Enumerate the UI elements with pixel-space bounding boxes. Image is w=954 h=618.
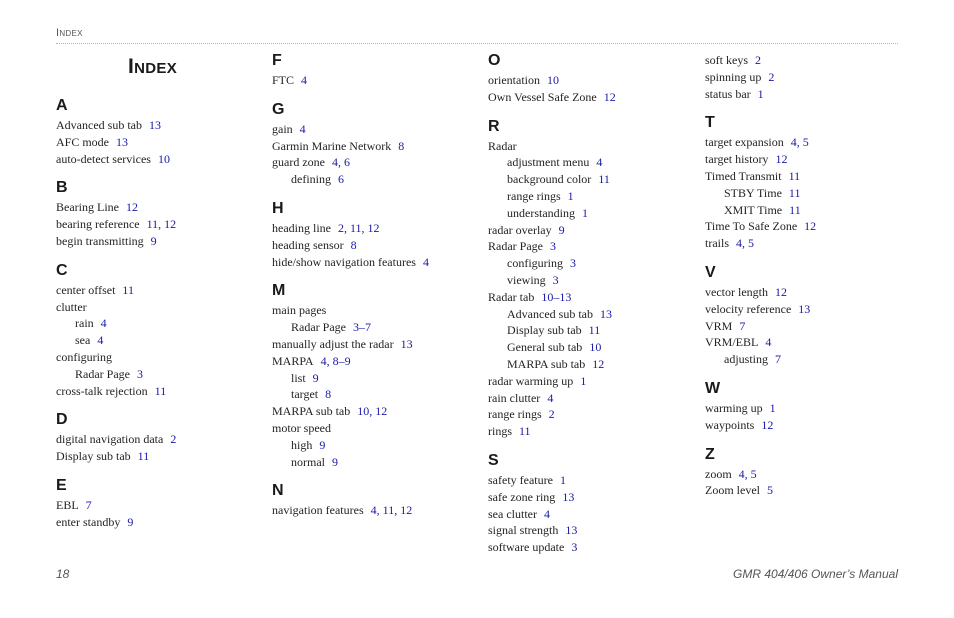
index-entry <box>272 155 350 169</box>
index-entry <box>705 319 745 333</box>
entry-term: safety feature <box>488 473 553 487</box>
page-reference-link[interactable]: 8 <box>350 237 357 252</box>
index-entry <box>705 401 776 415</box>
section-letter-e: E <box>56 477 67 494</box>
entry-term: manually adjust the radar <box>272 337 394 351</box>
entry-term: trails <box>705 236 729 251</box>
entry-term: Display sub tab <box>507 323 582 338</box>
page-reference-link[interactable]: 11 <box>122 282 134 297</box>
entry-term: orientation <box>488 73 540 87</box>
index-entry <box>56 135 128 149</box>
index-entry <box>488 540 577 554</box>
entry-term: safe zone ring <box>488 489 556 504</box>
page-title: Index <box>128 55 178 78</box>
entry-term: begin transmitting <box>56 234 144 248</box>
page-reference-link[interactable]: 8 <box>325 387 332 402</box>
index-entry <box>705 335 771 349</box>
entry-term: adjusting <box>724 352 768 367</box>
page-reference-link[interactable]: 6 <box>338 172 344 187</box>
page-reference-link[interactable]: 12 <box>125 200 138 215</box>
index-entry <box>56 432 176 446</box>
entry-term: guard zone <box>272 155 325 170</box>
page-reference-link[interactable]: 5 <box>766 483 773 498</box>
index-subentry <box>272 387 331 401</box>
entry-term: defining <box>291 172 331 187</box>
index-entry <box>705 53 761 67</box>
index-entry <box>56 152 170 166</box>
entry-term: digital navigation data <box>56 432 164 447</box>
index-entry <box>488 507 550 521</box>
entry-term: EBL <box>56 498 79 512</box>
page-reference-link[interactable]: 13 <box>148 118 161 132</box>
page-reference-link[interactable]: 3 <box>571 540 578 555</box>
index-subentry <box>488 206 588 220</box>
index-entry <box>272 73 307 87</box>
index-entry <box>56 118 161 132</box>
page-reference-link[interactable]: 4 <box>765 335 772 350</box>
index-entry <box>56 217 176 231</box>
index-entry <box>272 303 326 317</box>
index-entry <box>488 290 571 304</box>
entry-term: enter standby <box>56 514 121 529</box>
page-reference-link[interactable]: 12 <box>603 89 616 104</box>
entry-term: Timed Transmit <box>705 169 782 183</box>
section-letter-d: D <box>56 411 68 429</box>
page-reference-link[interactable]: 12 <box>774 285 787 299</box>
index-entry <box>705 483 773 497</box>
index-entry <box>488 490 574 504</box>
page-reference-link[interactable]: 4 <box>596 155 603 170</box>
index-entry <box>705 152 787 166</box>
index-entry <box>488 407 555 421</box>
section-letter-b: B <box>56 179 68 197</box>
section-letter-c: C <box>56 261 68 279</box>
page-reference-link[interactable]: 13 <box>400 337 413 351</box>
index-entry <box>705 70 774 84</box>
page-reference-link[interactable]: 9 <box>150 234 157 248</box>
page-reference-link[interactable]: 9 <box>558 222 565 237</box>
page-reference-link[interactable]: 11 <box>519 424 531 439</box>
page-reference-link[interactable]: 13 <box>599 306 612 321</box>
index-entry <box>488 73 559 87</box>
page-reference-link[interactable]: 8 <box>398 138 405 153</box>
entry-term: STBY Time <box>724 185 782 200</box>
section-letter-n: N <box>272 482 284 500</box>
index-subentry <box>272 320 371 334</box>
page-reference-link[interactable]: 10–13 <box>541 289 572 304</box>
index-entry <box>488 139 517 153</box>
index-subentry <box>488 172 610 186</box>
page-reference-link[interactable]: 12 <box>592 357 605 371</box>
entry-term: radar warming up <box>488 373 574 388</box>
page-reference-link[interactable]: 4 <box>97 333 104 348</box>
entry-term: configuring <box>56 350 112 364</box>
entry-term: waypoints <box>705 417 755 432</box>
entry-term: rain <box>75 316 94 331</box>
index-entry <box>705 219 816 233</box>
index-subentry <box>56 333 103 347</box>
page-reference-link[interactable]: 12 <box>804 219 817 234</box>
entry-term: rings <box>488 424 512 439</box>
index-entry <box>272 238 357 252</box>
entry-term: FTC <box>272 73 295 87</box>
entry-term: Radar Page <box>75 366 130 381</box>
page-reference-link[interactable]: 4 <box>422 254 429 269</box>
entry-term: rain clutter <box>488 390 541 405</box>
page-reference-link[interactable]: 4, 5 <box>790 135 809 150</box>
entry-term: MARPA <box>272 353 314 368</box>
page-reference-link[interactable]: 2 <box>755 53 761 67</box>
page-reference-link[interactable]: 4 <box>543 506 550 521</box>
section-letter-f: F <box>272 52 282 69</box>
page-reference-link[interactable]: 11, 12 <box>146 217 177 232</box>
page-reference-link[interactable]: 7 <box>775 352 781 367</box>
entry-term: auto-detect services <box>56 151 151 166</box>
page-reference-link[interactable]: 7 <box>739 318 746 333</box>
entry-term: VRM/EBL <box>705 335 759 350</box>
entry-term: clutter <box>56 299 87 314</box>
index-entry <box>705 285 787 299</box>
section-letter-w: W <box>705 380 721 397</box>
index-subentry <box>488 155 602 169</box>
entry-term: high <box>291 437 313 452</box>
page-reference-link[interactable]: 13 <box>562 489 575 504</box>
index-subentry <box>272 455 338 469</box>
entry-term: Advanced sub tab <box>507 306 593 321</box>
index-subentry <box>488 323 600 337</box>
entry-term: signal strength <box>488 523 559 538</box>
index-entry <box>272 139 404 153</box>
section-letter-o: O <box>488 52 501 69</box>
entry-term: sea <box>75 333 91 348</box>
entry-term: list <box>291 370 306 385</box>
index-subentry <box>488 357 604 371</box>
page-reference-link[interactable]: 11 <box>788 185 801 200</box>
entry-term: Advanced sub tab <box>56 118 142 132</box>
index-entry <box>705 467 757 481</box>
page-reference-link[interactable]: 1 <box>567 189 574 203</box>
entry-term: soft keys <box>705 53 748 67</box>
entry-term: viewing <box>507 273 546 287</box>
section-letter-a: A <box>56 97 68 114</box>
entry-term: Garmin Marine Network <box>272 138 392 153</box>
page-reference-link[interactable]: 2 <box>768 69 775 84</box>
entry-term: heading sensor <box>272 237 344 252</box>
index-entry <box>56 498 92 512</box>
page-reference-link[interactable]: 12 <box>775 152 788 167</box>
entry-term: bearing reference <box>56 217 140 232</box>
index-subentry <box>272 172 344 186</box>
index-entry <box>56 384 166 398</box>
page-number: 18 <box>56 567 70 581</box>
header-divider <box>56 43 898 44</box>
entry-term: warming up <box>705 401 763 415</box>
page-reference-link[interactable]: 9 <box>319 437 326 452</box>
index-subentry <box>488 273 559 287</box>
page-reference-link[interactable]: 10 <box>589 340 602 355</box>
page-reference-link[interactable]: 10 <box>157 151 170 166</box>
page-reference-link[interactable]: 4, 6 <box>331 155 350 170</box>
entry-term: normal <box>291 454 325 469</box>
entry-term: Radar Page <box>488 239 543 254</box>
entry-term: range rings <box>507 189 561 203</box>
entry-term: adjustment menu <box>507 155 590 170</box>
index-entry <box>272 404 387 418</box>
index-entry <box>56 234 157 248</box>
page-reference-link[interactable]: 1 <box>769 401 776 415</box>
page-reference-link[interactable]: 4 <box>547 390 554 405</box>
entry-term: sea clutter <box>488 506 537 521</box>
entry-term: understanding <box>507 205 575 220</box>
index-entry <box>705 236 754 250</box>
index-subentry <box>488 256 576 270</box>
entry-term: motor speed <box>272 421 331 435</box>
index-entry <box>272 221 380 235</box>
entry-term: navigation features <box>272 503 364 518</box>
section-letter-t: T <box>705 114 715 132</box>
index-entry <box>488 90 616 104</box>
entry-term: vector length <box>705 285 768 299</box>
section-letter-v: V <box>705 264 716 281</box>
index-entry <box>56 350 112 364</box>
index-subentry <box>488 340 601 354</box>
entry-term: zoom <box>705 466 732 481</box>
entry-term: Bearing Line <box>56 200 119 215</box>
index-subentry <box>272 371 319 385</box>
section-letter-z: Z <box>705 445 715 463</box>
index-entry <box>488 374 586 388</box>
entry-term: AFC mode <box>56 134 110 149</box>
section-letter-s: S <box>488 452 499 469</box>
page-reference-link[interactable]: 10 <box>546 73 559 87</box>
index-subentry <box>56 316 107 330</box>
index-entry <box>272 255 429 269</box>
entry-term: hide/show navigation features <box>272 254 416 269</box>
index-subentry <box>705 203 801 217</box>
page-reference-link[interactable]: 11 <box>137 449 150 464</box>
index-entry <box>56 283 134 297</box>
entry-term: Zoom level <box>705 483 760 498</box>
index-entry <box>56 200 138 214</box>
entry-term: General sub tab <box>507 340 583 355</box>
entry-term: gain <box>272 121 293 136</box>
index-subentry <box>272 438 325 452</box>
index-entry <box>488 391 553 405</box>
page-reference-link[interactable]: 11 <box>598 172 610 187</box>
index-entry <box>488 223 565 237</box>
entry-term: range rings <box>488 407 542 422</box>
index-entry <box>488 523 577 537</box>
entry-term: Radar tab <box>488 289 535 304</box>
index-entry <box>488 473 566 487</box>
entry-term: cross-talk rejection <box>56 383 148 398</box>
page-reference-link[interactable]: 9 <box>332 454 338 469</box>
page-reference-link[interactable]: 9 <box>127 514 134 529</box>
page-reference-link[interactable]: 11 <box>789 202 801 217</box>
page-reference-link[interactable]: 3 <box>570 256 576 271</box>
page-reference-link[interactable]: 7 <box>85 498 92 512</box>
page-reference-link[interactable]: 2, 11, 12 <box>337 221 380 235</box>
page-reference-link[interactable]: 4, 11, 12 <box>370 503 413 518</box>
page-reference-link[interactable]: 4, 8–9 <box>320 353 351 368</box>
page-reference-link[interactable]: 13 <box>116 134 129 149</box>
entry-term: spinning up <box>705 69 762 84</box>
page-reference-link[interactable]: 4 <box>301 73 308 87</box>
entry-term: configuring <box>507 256 563 271</box>
entry-term: Display sub tab <box>56 449 131 464</box>
page-reference-link[interactable]: 4 <box>299 121 306 136</box>
index-entry <box>705 169 800 183</box>
page-reference-link[interactable]: 10, 12 <box>357 404 388 419</box>
index-entry <box>272 421 331 435</box>
entry-term: main pages <box>272 303 327 318</box>
index-subentry <box>488 189 574 203</box>
entry-term: XMIT Time <box>724 202 783 217</box>
index-entry <box>705 135 809 149</box>
page-reference-link[interactable]: 11 <box>588 323 601 338</box>
index-subentry <box>705 186 800 200</box>
index-entry <box>705 302 810 316</box>
page-reference-link[interactable]: 11 <box>154 383 167 398</box>
entry-term: Own Vessel Safe Zone <box>488 89 597 104</box>
manual-title: GMR 404/406 Owner’s Manual <box>733 567 898 581</box>
section-letter-r: R <box>488 117 500 135</box>
page-reference-link[interactable]: 1 <box>582 205 588 220</box>
page-reference-link[interactable]: 12 <box>761 417 774 432</box>
section-letter-h: H <box>272 200 284 217</box>
index-entry <box>272 122 306 136</box>
index-entry <box>56 515 133 529</box>
page-reference-link[interactable]: 3 <box>552 273 559 287</box>
page-reference-link[interactable]: 1 <box>757 86 764 101</box>
entry-term: target <box>291 387 319 402</box>
entry-term: background color <box>507 172 592 187</box>
section-letter-m: M <box>272 282 286 300</box>
page-reference-link[interactable]: 4 <box>100 316 107 331</box>
index-entry <box>272 337 413 351</box>
entry-term: Radar Page <box>291 320 346 335</box>
index-subentry <box>488 307 612 321</box>
entry-term: VRM <box>705 318 733 333</box>
index-entry <box>56 300 87 314</box>
entry-term: target history <box>705 152 769 167</box>
entry-term: MARPA sub tab <box>507 357 586 371</box>
index-entry <box>488 424 531 438</box>
page-reference-link[interactable]: 1 <box>580 373 587 388</box>
index-entry <box>272 503 412 517</box>
index-entry <box>56 449 149 463</box>
index-entry <box>705 418 773 432</box>
entry-term: Radar <box>488 138 517 153</box>
page-reference-link[interactable]: 3 <box>549 239 556 254</box>
index-entry <box>705 87 764 101</box>
section-letter-g: G <box>272 100 285 118</box>
page-reference-link[interactable]: 1 <box>559 473 566 487</box>
page-reference-link[interactable]: 11 <box>788 169 801 183</box>
page-reference-link[interactable]: 13 <box>798 301 811 316</box>
page-reference-link[interactable]: 2 <box>548 407 555 422</box>
entry-term: MARPA sub tab <box>272 404 351 419</box>
entry-term: Time To Safe Zone <box>705 219 798 234</box>
entry-term: status bar <box>705 86 751 101</box>
index-entry <box>272 354 351 368</box>
page-reference-link[interactable]: 4, 5 <box>736 236 754 251</box>
page-reference-link[interactable]: 9 <box>312 370 319 385</box>
entry-term: heading line <box>272 221 331 235</box>
entry-term: center offset <box>56 282 116 297</box>
entry-term: velocity reference <box>705 301 792 316</box>
running-header: Index <box>56 27 83 39</box>
page-reference-link[interactable]: 3–7 <box>352 320 371 335</box>
index-entry <box>488 239 556 253</box>
page-reference-link[interactable]: 4, 5 <box>738 466 757 481</box>
page-reference-link[interactable]: 13 <box>565 523 578 538</box>
index-subentry <box>56 367 143 381</box>
page-reference-link[interactable]: 2 <box>170 432 177 447</box>
entry-term: software update <box>488 540 565 555</box>
entry-term: target expansion <box>705 135 784 150</box>
entry-term: radar overlay <box>488 222 552 237</box>
index-subentry <box>705 352 781 366</box>
page-reference-link[interactable]: 3 <box>136 366 143 381</box>
